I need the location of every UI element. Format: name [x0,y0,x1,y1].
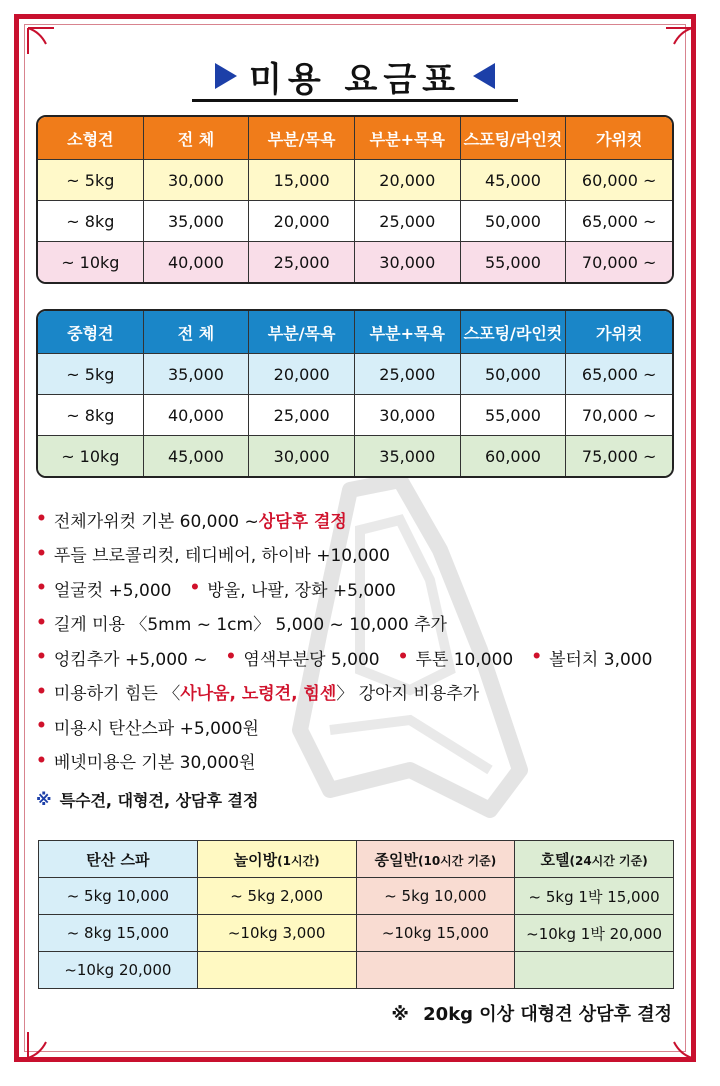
table-row [39,952,674,989]
price-cell: 60,000 ~ [566,160,672,201]
weight-cell: ~ 8kg [38,201,144,242]
page-title: 미용 요금표 [248,59,462,100]
price-cell: 25,000 [249,395,355,436]
note-text: 투톤 10,000 [415,649,514,670]
price-cell: 70,000 ~ [566,242,672,282]
medium-dog-price-table [36,309,674,478]
bullet-icon: • [225,647,237,668]
price-cell: 60,000 [461,436,567,476]
price-cell: 25,000 [355,201,461,242]
arrow-left-icon [473,63,495,89]
service-cell: ~ 8kg 15,000 [39,915,198,952]
bullet-icon: • [189,578,201,599]
price-cell: 65,000 ~ [566,201,672,242]
header-cell: 스포팅/라인컷 [461,311,567,354]
title-bar [192,52,518,100]
footer-text: 20kg 이상 대형견 상담후 결정 [423,1004,672,1025]
table-row [38,436,672,476]
price-cell: 35,000 [355,436,461,476]
price-cell: 25,000 [249,242,355,282]
note-text: 볼터치 3,000 [549,649,653,670]
service-cell: ~ 5kg 10,000 [39,878,198,915]
header-cell: 스포팅/라인컷 [461,117,567,160]
service-cell: ~10kg 1박 20,000 [515,915,674,952]
price-cell: 20,000 [355,160,461,201]
bullet-icon: • [531,647,543,668]
note-highlight: 상담후 결정 [258,511,347,532]
table-row [38,201,672,242]
header-cell: 가위컷 [566,311,672,354]
notes-list [36,502,676,817]
price-cell: 15,000 [249,160,355,201]
price-cell: 55,000 [461,395,567,436]
header-cell: 부분+목욕 [355,117,461,160]
price-cell: 20,000 [249,201,355,242]
hotel-header [515,841,674,878]
note-text: 길게 미용 〈5mm ~ 1cm〉 5,000 ~ 10,000 추가 [53,615,447,636]
header-title: 놀이방 [233,850,278,869]
price-cell: 30,000 [355,242,461,282]
table-row [38,354,672,395]
empty-cell [515,952,674,989]
corner-ornament-icon [26,1030,56,1060]
price-cell: 35,000 [144,354,250,395]
table-header-row [38,311,672,354]
weight-cell: ~ 5kg [38,354,144,395]
note-text: 얼굴컷 +5,000 [53,580,172,601]
bullet-icon: • [36,543,47,564]
price-cell: 45,000 [461,160,567,201]
service-cell: ~10kg 20,000 [39,952,198,989]
price-cell: 70,000 ~ [566,395,672,436]
header-cell: 중형견 [38,311,144,354]
price-cell: 30,000 [355,395,461,436]
note-item [36,571,676,606]
table-row [38,242,672,282]
footer-note [391,1000,672,1026]
reference-mark-icon: ※ [391,1004,409,1025]
header-cell: 부분/목욕 [249,311,355,354]
header-cell: 부분/목욕 [249,117,355,160]
note-item [36,502,676,537]
bullet-icon: • [397,647,409,668]
note-item [36,640,676,675]
header-subtitle: (24시간 기준) [569,853,648,868]
bullet-icon: • [36,612,47,633]
weight-cell: ~ 5kg [38,160,144,201]
header-title: 종일반 [374,850,418,869]
service-cell: ~ 5kg 10,000 [356,878,515,915]
corner-ornament-icon [664,1030,694,1060]
note-text: 베넷미용은 기본 30,000원 [53,753,256,774]
service-cell: ~10kg 3,000 [197,915,356,952]
empty-cell [356,952,515,989]
price-cell: 55,000 [461,242,567,282]
corner-ornament-icon [26,26,56,56]
price-cell: 65,000 ~ [566,354,672,395]
price-cell: 50,000 [461,201,567,242]
bullet-icon: • [36,681,47,702]
table-row [39,878,674,915]
table-row [38,395,672,436]
corner-ornament-icon [664,26,694,56]
price-cell: 40,000 [144,395,250,436]
note-text: 염색부분당 5,000 [243,649,380,670]
bullet-icon: • [36,716,47,737]
bullet-icon: • [36,647,47,668]
weight-cell: ~ 10kg [38,436,144,476]
header-cell: 가위컷 [566,117,672,160]
header-cell: 전 체 [144,311,250,354]
table-header-row [38,117,672,160]
service-cell: ~ 5kg 1박 15,000 [515,878,674,915]
note-text: 푸들 브로콜리컷, 테디베어, 하이바 +10,000 [53,546,390,567]
play-header [197,841,356,878]
services-table [38,840,674,989]
note-text: 방울, 나팔, 장화 +5,000 [207,580,396,601]
price-cell: 75,000 ~ [566,436,672,476]
note-item [36,537,676,572]
weight-cell: ~ 10kg [38,242,144,282]
small-dog-price-table [36,115,674,284]
daycare-header [356,841,515,878]
note-text: 〉 강아지 비용추가 [336,684,480,705]
note-highlight: 사나움, 노령견, 힘센 [180,684,337,705]
note-text: 미용하기 힘든 〈 [53,684,181,705]
note-item [36,606,676,641]
header-subtitle: (10시간 기준) [418,853,497,868]
price-cell: 30,000 [249,436,355,476]
special-note [36,782,676,817]
note-text: 미용시 탄산스파 +5,000원 [53,718,259,739]
price-cell: 50,000 [461,354,567,395]
bullet-icon: • [36,750,47,771]
spa-header [39,841,198,878]
price-cell: 25,000 [355,354,461,395]
special-note-text: 특수견, 대형견, 상담후 결정 [59,790,259,810]
bullet-icon: • [36,578,47,599]
price-cell: 45,000 [144,436,250,476]
header-title: 호텔 [540,850,570,869]
bullet-icon: • [36,509,47,530]
note-text: 엉킴추가 +5,000 ~ [53,649,208,670]
header-cell: 부분+목욕 [355,311,461,354]
title-underline [192,99,518,102]
header-cell: 소형견 [38,117,144,160]
table-header-row [39,841,674,878]
table-row [39,915,674,952]
note-item [36,675,676,710]
price-cell: 30,000 [144,160,250,201]
header-title: 탄산 스파 [86,850,150,869]
empty-cell [197,952,356,989]
service-cell: ~10kg 15,000 [356,915,515,952]
reference-mark-icon: ※ [36,789,52,809]
table-row [38,160,672,201]
header-cell: 전 체 [144,117,250,160]
price-cell: 40,000 [144,242,250,282]
service-cell: ~ 5kg 2,000 [197,878,356,915]
header-subtitle: (1시간) [277,853,320,868]
note-item [36,709,676,744]
arrow-right-icon [215,63,237,89]
price-cell: 20,000 [249,354,355,395]
note-item [36,744,676,779]
price-cell: 35,000 [144,201,250,242]
weight-cell: ~ 8kg [38,395,144,436]
note-text: 전체가위컷 기본 60,000 ~ [53,511,259,532]
